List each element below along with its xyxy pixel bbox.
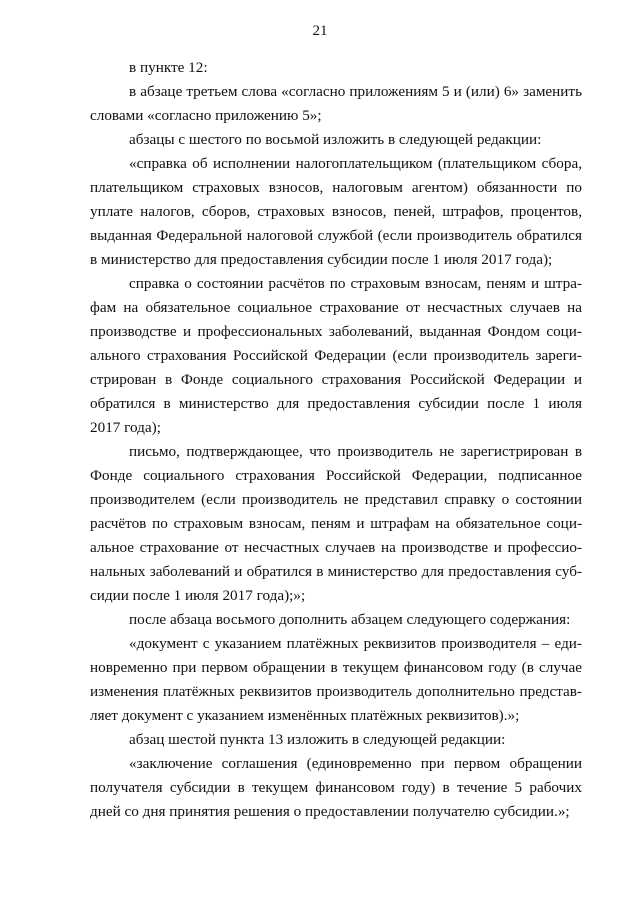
text-line: производителем (если производитель не представил справку о состоянии — [90, 491, 582, 508]
text-line: плательщиком страховых взносов, налоговым агентом) обязанности по — [90, 179, 582, 196]
text-line: ляет документ с указанием изменённых платёжных реквизитов).»; — [90, 707, 520, 724]
text-line: расчётов по страховым взносам, пеням и штрафам на обязательное соци- — [90, 515, 582, 532]
text-line: ального страхования Российской Федерации (если производитель зареги- — [90, 347, 582, 364]
text-line: «заключение соглашения (единовременно при первом обращении — [129, 755, 582, 772]
text-line: производстве и профессиональных заболеваний, выданная Фондом соци- — [90, 323, 582, 340]
text-line: справка о состоянии расчётов по страховым взносам, пеням и штра- — [129, 275, 582, 292]
text-line: «справка об исполнении налогоплательщиком (плательщиком сбора, — [129, 155, 582, 172]
text-line: Фонде социального страхования Российской Федерации, подписанное — [90, 467, 582, 484]
text-line: нальных заболеваний и обратился в министерство для предоставления суб- — [90, 563, 582, 580]
text-line: уплате налогов, сборов, страховых взносов, пеней, штрафов, процентов, — [90, 203, 582, 220]
text-line: «документ с указанием платёжных реквизитов производителя – еди- — [129, 635, 582, 652]
text-line: обратился в министерство для предоставления субсидии после 1 июля — [90, 395, 582, 412]
text-line: 2017 года); — [90, 419, 161, 436]
text-line: в пункте 12: — [129, 59, 208, 76]
text-line: абзацы с шестого по восьмой изложить в следующей редакции: — [129, 131, 542, 148]
text-line: словами «согласно приложению 5»; — [90, 107, 322, 124]
text-line: после абзаца восьмого дополнить абзацем следующего содержания: — [129, 611, 571, 628]
text-line: дней со дня принятия решения о предоставлении получателю субсидии.»; — [90, 803, 570, 820]
page-number: 21 — [312, 23, 328, 39]
text-line: в министерство для предоставления субсидии после 1 июля 2017 года); — [90, 251, 553, 268]
text-line: в абзаце третьем слова «согласно приложениям 5 и (или) 6» заменить — [129, 83, 582, 100]
text-line: альное страхование от несчастных случаев на производстве и профессио- — [90, 539, 582, 556]
text-line: изменения платёжных реквизитов производитель дополнительно представ- — [90, 683, 582, 700]
text-line: фам на обязательное социальное страхование от несчастных случаев на — [90, 299, 582, 316]
text-line: письмо, подтверждающее, что производитель не зарегистрирован в — [129, 443, 582, 460]
text-line: абзац шестой пункта 13 изложить в следующей редакции: — [129, 731, 506, 748]
text-line: сидии после 1 июля 2017 года);»; — [90, 587, 306, 604]
text-line: новременно при первом обращении в текущем финансовом году (в случае — [90, 659, 582, 676]
text-line: получателя субсидии в текущем финансовом году) в течение 5 рабочих — [90, 779, 582, 796]
text-line: стрирован в Фонде социального страхования Российской Федерации и — [90, 371, 582, 388]
text-line: выданная Федеральной налоговой службой (если производитель обратился — [90, 227, 582, 244]
document-body — [90, 56, 582, 824]
